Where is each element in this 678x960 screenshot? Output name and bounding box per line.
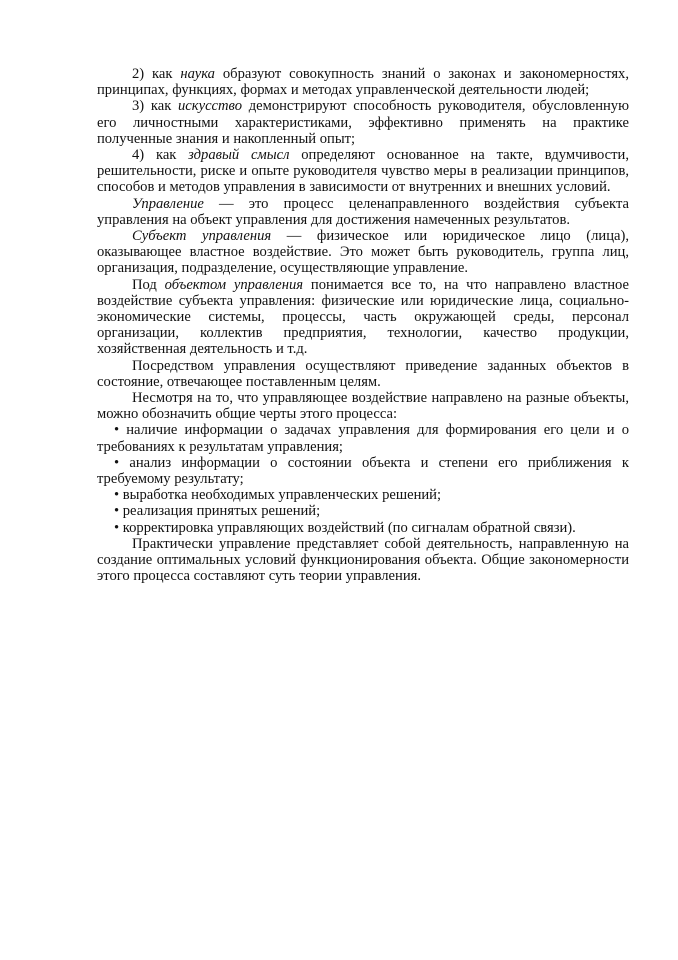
- paragraph-text: Несмотря на то, что управляющее воздействие направлено на разные объекты, можно обозначить общие черты этого процесса:: [97, 390, 629, 423]
- document-page: [97, 66, 629, 585]
- paragraph-text: — это процесс целенаправленного воздействия субъекта управления на объект управления для достижения намеченных результатов.: [97, 195, 629, 228]
- paragraph-text: Под: [132, 276, 165, 293]
- paragraph-text: понимается все то, на что направлено властное воздействие субъекта управления: физические или юридические лица, социально-экономические системы, процессы, часть окружающей среды, персонал организации, коллектив предприятия, технологии, качество продукции, хозяйственная деятельность и т.д.: [97, 276, 629, 358]
- paragraph-text: Посредством управления осуществляют приведение заданных объектов в состояние, отвечающее поставленным целям.: [97, 357, 629, 390]
- paragraph-text: образуют совокупность знаний о законах и закономерностях, принципах, функциях, формах и методах управленческой деятельности людей;: [97, 66, 629, 99]
- emphasis-term: наука: [180, 66, 215, 82]
- bullet-item: • корректировка управляющих воздействий (по сигналам обратной связи).: [114, 519, 576, 536]
- emphasis-term: Субъект управления: [132, 228, 272, 245]
- emphasis-term: здравый смысл: [188, 147, 290, 164]
- paragraph-common-features: [97, 390, 629, 422]
- bullet-item: • выработка необходимых управленческих решений;: [114, 487, 442, 504]
- paragraph-closing: Практически управление представляет собой деятельность, направленную на создание оптимальных условий функционирования объекта. Общие закономерности этого процесса составляют суть теории управления.: [97, 535, 629, 585]
- paragraph-text: 4) как: [132, 147, 189, 164]
- paragraph-management-definition: [97, 196, 629, 228]
- bullet-item: • реализация принятых решений;: [114, 503, 321, 520]
- paragraph-text: 2) как: [132, 66, 181, 82]
- paragraph-science: [97, 66, 629, 98]
- bullet-item: • наличие информации о задачах управления для формирования его цели и о требованиях к результатам управления;: [97, 422, 629, 455]
- paragraph-text: 3) как: [132, 98, 178, 115]
- emphasis-term: искусство: [177, 98, 242, 115]
- emphasis-term: объектом управления: [164, 276, 304, 293]
- paragraph-goal-state: [97, 358, 629, 390]
- paragraph-subject-definition: [97, 228, 629, 277]
- bullet-item: • анализ информации о состоянии объекта и степени его приближения к требуемому результату;: [97, 454, 629, 488]
- paragraph-art: [97, 98, 629, 147]
- paragraph-object-definition: [97, 277, 629, 358]
- paragraph-text: демонстрируют способность руководителя, обусловленную его личностными характеристиками, эффективно применять на практике полученные знания и накопленный опыт;: [97, 98, 630, 147]
- paragraph-text: определяют основанное на такте, вдумчивости, решительности, риске и опыте руководителя чувство меры в реализации принципов, способов и методов управления в зависимости от внутренних и внешних условий.: [97, 147, 629, 196]
- paragraph-text: — физическое или юридическое лицо (лица), оказывающее властное воздействие. Это может быть руководитель, группа лиц, организация, подразделение, осуществляющие управление.: [97, 228, 629, 277]
- emphasis-term: Управление: [132, 195, 204, 212]
- paragraph-common-sense: [97, 147, 629, 196]
